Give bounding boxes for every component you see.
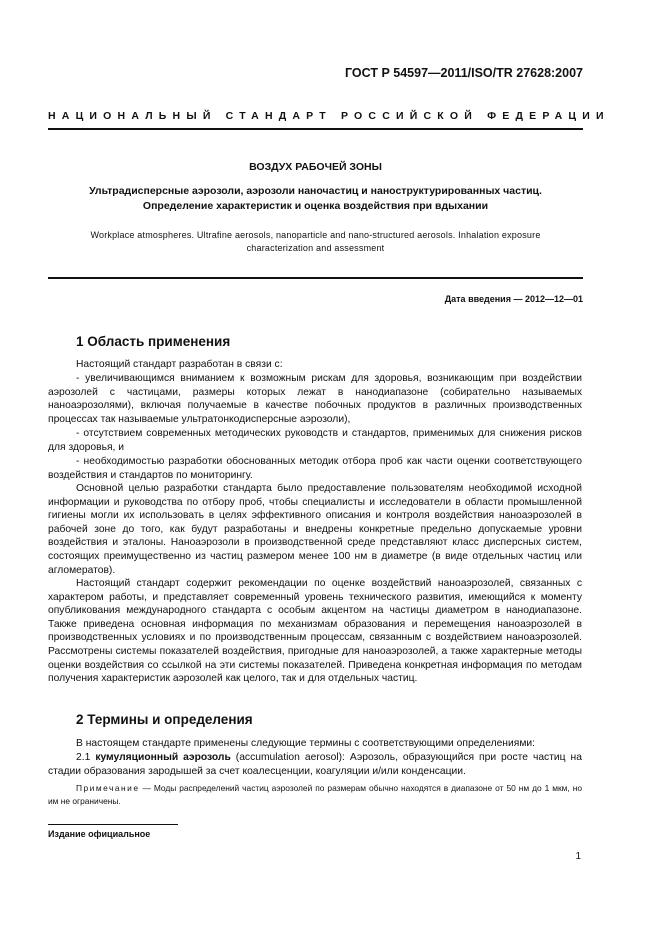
section-1-paragraph: [48, 358, 582, 372]
english-title-line-2: characterization and assessment: [246, 243, 385, 253]
note-label: Примечание: [76, 783, 140, 793]
paragraph-text: - отсутствием современных методических руководств и стандартов, применимых для снижения рисков для здоровья, и: [48, 428, 582, 453]
paragraph-text: В настоящем стандарте применены следующие термины с соответствующими определениями:: [76, 738, 536, 749]
subtitle-line-2: Определение характеристик и оценка воздействия при вдыхании: [142, 200, 489, 212]
note-text: — Моды распределений частиц аэрозолей по размерам обычно находятся в диапазоне от 50 нм до 1 мкм, но им не ограничены.: [48, 783, 583, 806]
section-2-heading: 2 Термины и определения: [76, 712, 253, 727]
national-standard-banner: НАЦИОНАЛЬНЫЙ СТАНДАРТ РОССИЙСКОЙ ФЕДЕРАЦИИ: [48, 110, 610, 122]
middle-divider: [48, 277, 583, 279]
paragraph-text: Настоящий стандарт разработан в связи с:: [76, 359, 283, 370]
section-1-heading: 1 Область применения: [76, 334, 231, 349]
section-1-list-item: [48, 372, 582, 426]
edition-label: Издание официальное: [48, 829, 151, 839]
section-1-paragraph: [48, 577, 582, 686]
paragraph-text: - увеличивающимся вниманием к возможным рискам для здоровья, возникающим при воздействии аэрозолей с частицами, размеры которых лежат в нанодиапазоне (собирательно называемых наноаэрозолями), включая получаемые в качестве побочных продуктов в различных производственных процессах так называемые ультратонкодисперсные аэрозоли),: [48, 373, 582, 425]
section-1-list-item: [48, 455, 582, 482]
term-definition: [48, 751, 582, 778]
document-subtitle: [60, 184, 571, 214]
english-title-line-1: Workplace atmospheres. Ultrafine aerosols, nanoparticle and nano-structured aerosols. Inhalation exposure: [90, 230, 541, 240]
term-name: кумуляционный аэрозоль: [95, 752, 231, 763]
english-title: [70, 229, 561, 255]
introduction-date: Дата введения — 2012—12—01: [444, 294, 583, 304]
footer-divider: [48, 824, 178, 825]
document-title: ВОЗДУХ РАБОЧЕЙ ЗОНЫ: [249, 161, 382, 173]
term-number: 2.1: [76, 752, 91, 763]
note: [48, 782, 582, 807]
paragraph-text: - необходимостью разработки обоснованных методик отбора проб как части оценки соответствующего воздействия и стандартов по мониторингу.: [48, 456, 582, 481]
section-1-list-item: [48, 427, 582, 454]
page-number: 1: [575, 851, 581, 862]
section-2-paragraph: [48, 737, 582, 751]
paragraph-text: Основной целью разработки стандарта было предоставление пользователям необходимой исходной информации и руководства по отбору проб, чтобы специалисты и исследователи в области промышленной гигиены могли их использовать в целях эффективного описания и контроля воздействия наноаэрозолей в рабочей зоне до того, как будут разработаны и внедрены конкретные предельно допускаемые уровни воздействия и эталоны. Наноаэрозоли в производственной среде представляют класс дисперсных систем, состоящих преимущественно из частиц размером менее 100 нм в диаметре (в виде отдельных частиц или агломератов).: [48, 483, 582, 576]
term-definition-text: (accumulation aerosol): Аэрозоль, образующийся при росте частиц на стадии образования зародышей за счет коалесценции, коагуляции и/или конденсации.: [48, 752, 582, 777]
section-1-paragraph: [48, 482, 582, 577]
subtitle-line-1: Ультрадисперсные аэрозоли, аэрозоли наночастиц и наноструктурированных частиц.: [89, 185, 542, 197]
document-code: ГОСТ Р 54597—2011/ISO/TR 27628:2007: [344, 66, 583, 80]
top-divider: [48, 128, 583, 130]
paragraph-text: Настоящий стандарт содержит рекомендации по оценке воздействий наноаэрозолей, связанных с характером работы, и представляет современный уровень технического развития, имеющийся к моменту опубликования международного стандарта с особым акцентом на частицы диаметром в нанодиапазоне. Также приведена основная информация по механизмам образования и перемещения наноаэрозолей в производственных условиях и по производственным процессам, связанным с воздействием наноаэрозолей. Рассмотрены системы показателей воздействия, пригодные для наноаэрозолей, а также характерные методы оценки воздействия со ссылкой на эти системы показателей. Приведена конкретная информация по методам получения характеристик аэрозолей как целого, так и для отдельных частиц.: [48, 578, 582, 685]
